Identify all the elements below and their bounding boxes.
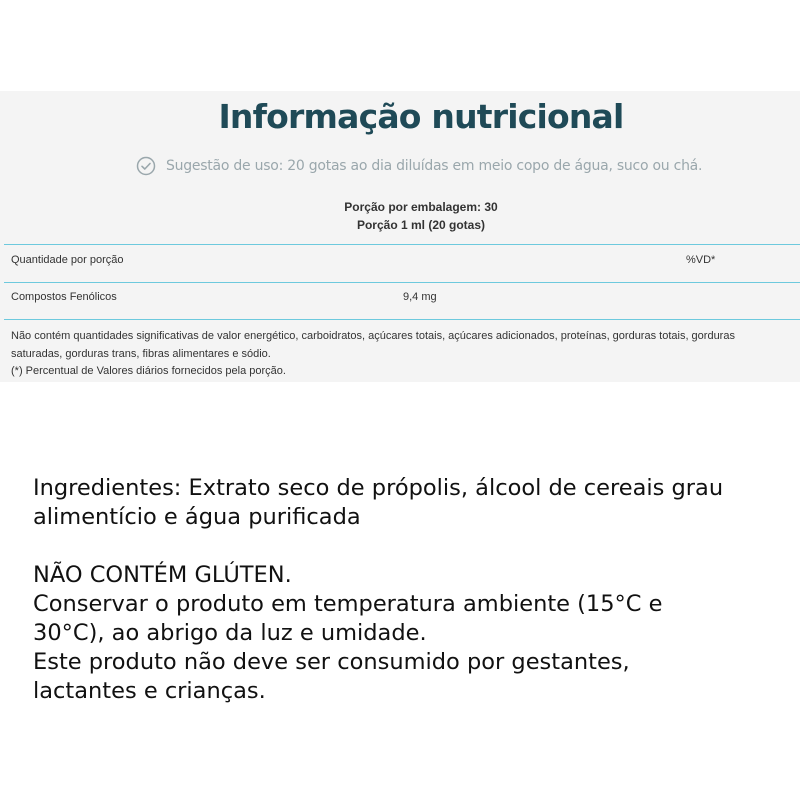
portion-info	[0, 198, 800, 234]
usage-suggestion-text: Sugestão de uso: 20 gotas ao dia diluídas em meio copo de água, suco ou chá.	[166, 158, 703, 174]
table-divider	[4, 282, 800, 283]
nutrient-name: Compostos Fenólicos	[11, 291, 117, 303]
nutrition-footnote	[11, 328, 800, 381]
nutrient-value: 9,4 mg	[403, 291, 437, 303]
table-divider	[4, 244, 800, 245]
storage-text: Conservar o produto em temperatura ambiente (15°C e	[33, 591, 663, 617]
usage-suggestion	[136, 155, 702, 177]
ingredients-text: Ingredientes: Extrato seco de própolis, álcool de cereais grau	[33, 475, 724, 501]
product-info	[33, 474, 793, 706]
warning-text: lactantes e crianças.	[33, 678, 266, 704]
nutrition-title: Informação nutricional	[218, 97, 624, 136]
table-divider	[4, 319, 800, 320]
portion-per-package: Porção por embalagem: 30	[344, 200, 498, 214]
gluten-notice: NÃO CONTÉM GLÚTEN.	[33, 562, 292, 588]
storage-text: 30°C), ao abrigo da luz e umidade.	[33, 620, 427, 646]
portion-size: Porção 1 ml (20 gotas)	[356, 218, 486, 232]
footnote-line: Não contém quantidades significativas de valor energético, carboidratos, açúcares totais, açúcares adicionados, proteínas, gorduras totais, gorduras	[11, 330, 735, 342]
footnote-line: saturadas, gorduras trans, fibras alimentares e sódio.	[11, 347, 271, 360]
ingredients-text: alimentício e água purificada	[33, 504, 361, 530]
vd-header-label: %VD*	[686, 254, 716, 266]
footnote-line: (*) Percentual de Valores diários fornecidos pela porção.	[11, 365, 286, 377]
quantity-header-label: Quantidade por porção	[11, 254, 124, 266]
warning-text: Este produto não deve ser consumido por gestantes,	[33, 649, 630, 675]
check-circle-icon	[136, 156, 156, 176]
